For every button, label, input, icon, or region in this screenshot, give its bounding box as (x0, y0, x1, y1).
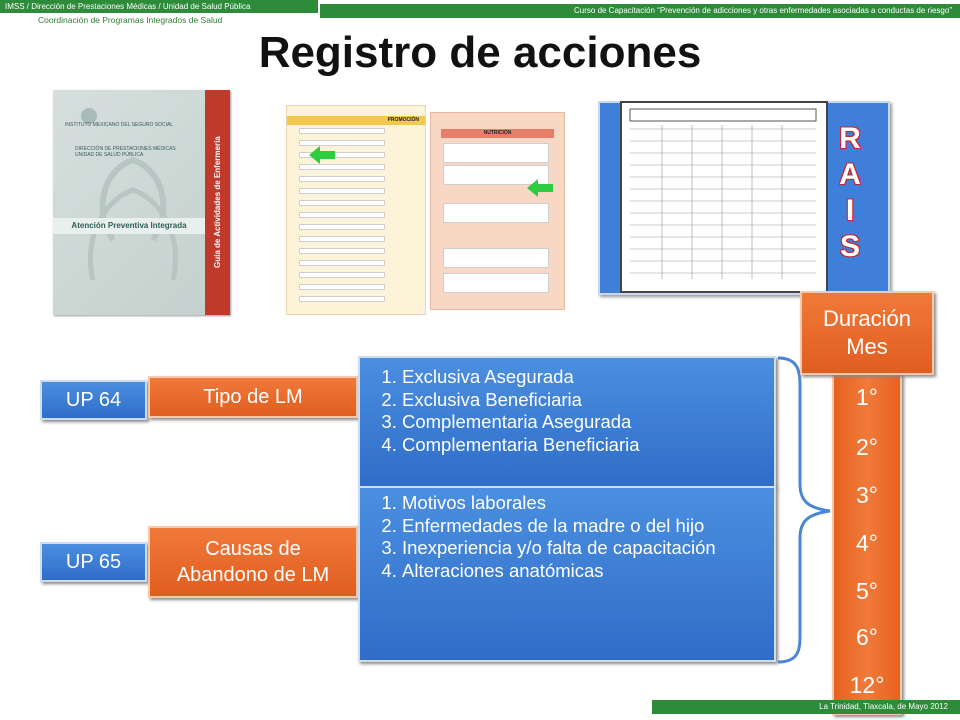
footer-location-date: La Trinidad, Tlaxcala, de Mayo 2012 (652, 700, 960, 714)
book-institution: INSTITUTO MEXICANO DEL SEGURO SOCIAL (65, 122, 174, 128)
green-arrow-icon (527, 179, 553, 197)
causes-label-line2: Abandono de LM (176, 564, 330, 586)
form-row (299, 296, 385, 302)
form-row (299, 128, 385, 134)
form-row (299, 164, 385, 170)
month-item: 5° (856, 578, 878, 604)
promotion-form-scan (286, 105, 426, 315)
form-row (443, 273, 549, 293)
page-title: Registro de acciones (258, 28, 702, 77)
list-item: 3. Inexperiencia y/o falta de capacitación (402, 537, 768, 560)
form-row (299, 284, 385, 290)
nutrition-form-header: NUTRICIÓN (441, 129, 554, 138)
abandono-causes-list (358, 486, 776, 662)
form-row (443, 203, 549, 223)
rais-letter-r: R (839, 122, 861, 155)
nutrition-form-scan (430, 112, 565, 310)
header-institution-tag: IMSS / Dirección de Prestaciones Médicas / Unidad de Salud Pública (0, 0, 318, 13)
up65-code-box: UP 65 (40, 542, 147, 582)
green-arrow-icon (309, 146, 335, 164)
book-spine-text: Guía de Actividades de Enfermería (213, 136, 222, 269)
month-item: 1° (856, 384, 878, 410)
form-row (299, 224, 385, 230)
list-item: 2. Exclusiva Beneficiaria (402, 389, 768, 412)
rais-letter-a: A (839, 158, 861, 191)
header-course-tag: Curso de Capacitación “Prevención de adicciones y otras enfermedades asociadas a conductas de riesgo” (320, 4, 960, 18)
form-row (299, 200, 385, 206)
duration-unit: Mes (846, 334, 888, 359)
rais-form-grid (622, 103, 822, 287)
month-item: 2° (856, 434, 878, 460)
month-item: 4° (856, 530, 878, 556)
form-row (299, 176, 385, 182)
duration-header (800, 291, 934, 375)
list-item: 1. Exclusiva Asegurada (402, 366, 768, 389)
duration-label: Duración (822, 306, 912, 331)
abandono-causes-box (148, 526, 358, 598)
list-item: 3. Complementaria Asegurada (402, 411, 768, 434)
header-subtitle: Coordinación de Programas Integrados de Salud (38, 15, 223, 25)
form-row (299, 248, 385, 254)
form-row (299, 260, 385, 266)
rais-form-scan (620, 101, 828, 293)
up64-code-box: UP 64 (40, 380, 147, 420)
form-row (443, 143, 549, 163)
book-direction: DIRECCIÓN DE PRESTACIONES MÉDICAS UNIDAD DE SALUD PÚBLICA (75, 146, 176, 158)
promotion-form-header: PROMOCIÓN (287, 116, 425, 125)
month-item: 3° (856, 482, 878, 508)
form-row (299, 212, 385, 218)
form-row (299, 236, 385, 242)
guide-book-cover (53, 90, 230, 315)
form-row (443, 248, 549, 268)
list-item: 1. Motivos laborales (402, 492, 768, 515)
causes-label-line1: Causas de (205, 538, 301, 560)
month-item: 6° (856, 624, 878, 650)
form-row (299, 272, 385, 278)
lm-type-list (358, 356, 776, 488)
rais-letter-i: I (845, 194, 855, 227)
form-row (299, 188, 385, 194)
list-item: 2. Enfermedades de la madre o del hijo (402, 515, 768, 538)
list-item: 4. Alteraciones anatómicas (402, 560, 768, 583)
month-item: 12° (849, 672, 885, 698)
brace-icon (774, 356, 834, 666)
list-item: 4. Complementaria Beneficiaria (402, 434, 768, 457)
book-label: Atención Preventiva Integrada (53, 218, 205, 234)
rais-letter-s: S (839, 230, 860, 263)
tipo-lm-box: Tipo de LM (148, 376, 358, 418)
